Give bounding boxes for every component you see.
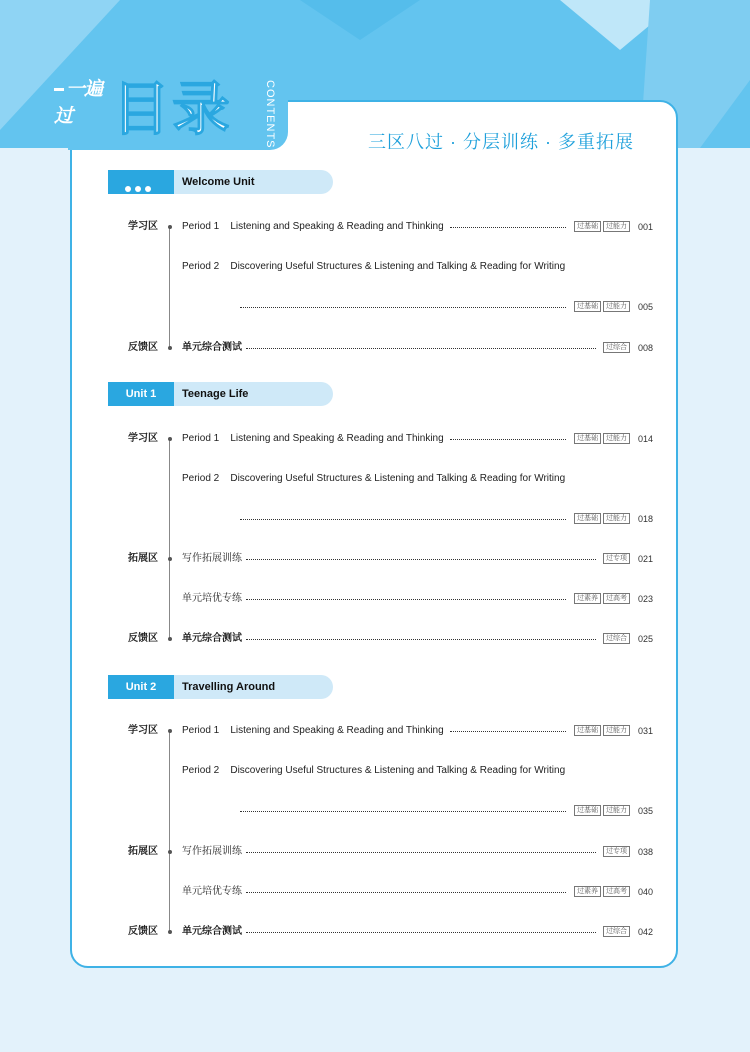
entry-title: 单元综合测试 — [182, 633, 242, 644]
title-block — [112, 74, 232, 144]
brand-logo: 一遍过 — [54, 79, 103, 127]
page-number: 040 — [638, 887, 654, 897]
tag-badge: 过能力 — [603, 805, 630, 816]
zone-label: 拓展区 — [128, 553, 158, 564]
slogan: 三区八过 · 分层训练 · 多重拓展 — [368, 132, 634, 152]
tag-group — [572, 886, 630, 902]
toc-entry[interactable] — [0, 884, 750, 900]
bullet-dot-icon — [168, 557, 172, 561]
bullet-dot-icon — [168, 850, 172, 854]
dot-leader — [246, 931, 596, 933]
entry-title: 单元培优专练 — [182, 886, 242, 897]
tag-badge: 过能力 — [603, 725, 630, 736]
tag-group — [572, 221, 630, 237]
tag-badge: 过能力 — [603, 433, 630, 444]
tag-group — [601, 553, 630, 569]
bullet-dot-icon — [168, 729, 172, 733]
tag-badge: 过专项 — [603, 553, 630, 564]
toc-entry[interactable] — [0, 299, 750, 315]
toc-entry[interactable] — [0, 471, 750, 487]
tag-group — [572, 725, 630, 741]
tag-group — [601, 342, 630, 358]
entry-title: Period 1 Listening and Speaking & Reading and Thinking — [182, 433, 444, 444]
zone-label: 反馈区 — [128, 926, 158, 937]
section-title: Travelling Around — [182, 681, 276, 693]
entry-title: 写作拓展训练 — [182, 553, 242, 564]
section-header — [108, 170, 333, 194]
page-number: 042 — [638, 927, 654, 937]
tag-badge: 过素养 — [574, 593, 601, 604]
tag-group — [572, 593, 630, 609]
tag-group — [572, 805, 630, 821]
toc-entry[interactable] — [0, 551, 750, 567]
tag-badge: 过素养 — [574, 886, 601, 897]
page-number: 035 — [638, 806, 654, 816]
section-header — [108, 382, 333, 406]
bullet-dot-icon — [168, 437, 172, 441]
section-tab-label: Unit 2 — [125, 681, 157, 693]
tag-badge: 过综合 — [603, 633, 630, 644]
toc-entry[interactable] — [0, 340, 750, 356]
zone-label: 反馈区 — [128, 342, 158, 353]
entry-title: Period 2 Discovering Useful Structures & Listening and Talking & Reading for Writing — [182, 765, 566, 776]
bullet-dot-icon — [168, 346, 172, 350]
page-number: 021 — [638, 554, 654, 564]
tag-group — [601, 926, 630, 942]
timeline-line — [169, 731, 170, 932]
page-number: 008 — [638, 343, 654, 353]
page-number: 001 — [638, 222, 654, 232]
tag-group — [572, 433, 630, 449]
tag-group — [572, 513, 630, 529]
zone-label: 学习区 — [128, 221, 158, 232]
tag-group — [601, 633, 630, 649]
entry-title: Period 2 Discovering Useful Structures & Listening and Talking & Reading for Writing — [182, 473, 566, 484]
section-title: Welcome Unit — [182, 176, 255, 188]
tag-badge: 过基础 — [574, 725, 601, 736]
tag-badge: 过能力 — [603, 221, 630, 232]
dot-leader — [246, 347, 596, 349]
toc-entry[interactable] — [0, 259, 750, 275]
page-title: 目录 — [112, 75, 233, 143]
tag-badge: 过综合 — [603, 342, 630, 353]
bullet-dot-icon — [168, 930, 172, 934]
dot-leader — [450, 226, 566, 228]
dot-leader — [246, 891, 566, 893]
entry-title: 单元综合测试 — [182, 342, 242, 353]
tag-badge: 过基础 — [574, 221, 601, 232]
page-number: 031 — [638, 726, 654, 736]
section-title: Teenage Life — [182, 388, 249, 400]
tag-badge: 过基础 — [574, 433, 601, 444]
zone-label: 学习区 — [128, 725, 158, 736]
dots-icon — [125, 179, 155, 197]
section-header — [108, 675, 333, 699]
dot-leader — [450, 730, 566, 732]
entry-title: Period 1 Listening and Speaking & Reading and Thinking — [182, 221, 444, 232]
page-number: 038 — [638, 847, 654, 857]
dot-leader — [240, 810, 566, 812]
tag-badge: 过综合 — [603, 926, 630, 937]
toc-entry[interactable] — [0, 219, 750, 235]
tag-badge: 过基础 — [574, 301, 601, 312]
dot-leader — [246, 598, 566, 600]
tag-badge: 过基础 — [574, 513, 601, 524]
page-number: 014 — [638, 434, 654, 444]
zone-label: 学习区 — [128, 433, 158, 444]
toc-entry[interactable] — [0, 763, 750, 779]
timeline-line — [169, 227, 170, 348]
dot-leader — [246, 851, 596, 853]
entry-title: 写作拓展训练 — [182, 846, 242, 857]
title-en: CONTENTS — [264, 80, 276, 149]
tag-badge: 过专项 — [603, 846, 630, 857]
page-number: 023 — [638, 594, 654, 604]
page-number: 005 — [638, 302, 654, 312]
tag-badge: 过高考 — [603, 593, 630, 604]
bullet-dot-icon — [168, 225, 172, 229]
entry-title: 单元综合测试 — [182, 926, 242, 937]
dot-leader — [240, 306, 566, 308]
zone-label: 反馈区 — [128, 633, 158, 644]
tag-badge: 过高考 — [603, 886, 630, 897]
dot-leader — [240, 518, 566, 520]
page-number: 018 — [638, 514, 654, 524]
tag-group — [601, 846, 630, 862]
tag-badge: 过能力 — [603, 301, 630, 312]
tag-group — [572, 301, 630, 317]
toc-entry[interactable] — [0, 803, 750, 819]
dot-leader — [450, 438, 566, 440]
page-number: 025 — [638, 634, 654, 644]
dot-leader — [246, 558, 596, 560]
zone-label: 拓展区 — [128, 846, 158, 857]
tag-badge: 过能力 — [603, 513, 630, 524]
toc-entry[interactable] — [0, 723, 750, 739]
entry-title: Period 2 Discovering Useful Structures & Listening and Talking & Reading for Writing — [182, 261, 566, 272]
toc-entry[interactable] — [0, 631, 750, 647]
toc-entry[interactable] — [0, 431, 750, 447]
toc-entry[interactable] — [0, 844, 750, 860]
toc-entry[interactable] — [0, 511, 750, 527]
toc-entry[interactable] — [0, 924, 750, 940]
dot-leader — [246, 638, 596, 640]
section-tab-label: Unit 1 — [125, 388, 157, 400]
bullet-dot-icon — [168, 637, 172, 641]
entry-title: 单元培优专练 — [182, 593, 242, 604]
toc-entry[interactable] — [0, 591, 750, 607]
tag-badge: 过基础 — [574, 805, 601, 816]
entry-title: Period 1 Listening and Speaking & Reading and Thinking — [182, 725, 444, 736]
timeline-line — [169, 439, 170, 639]
